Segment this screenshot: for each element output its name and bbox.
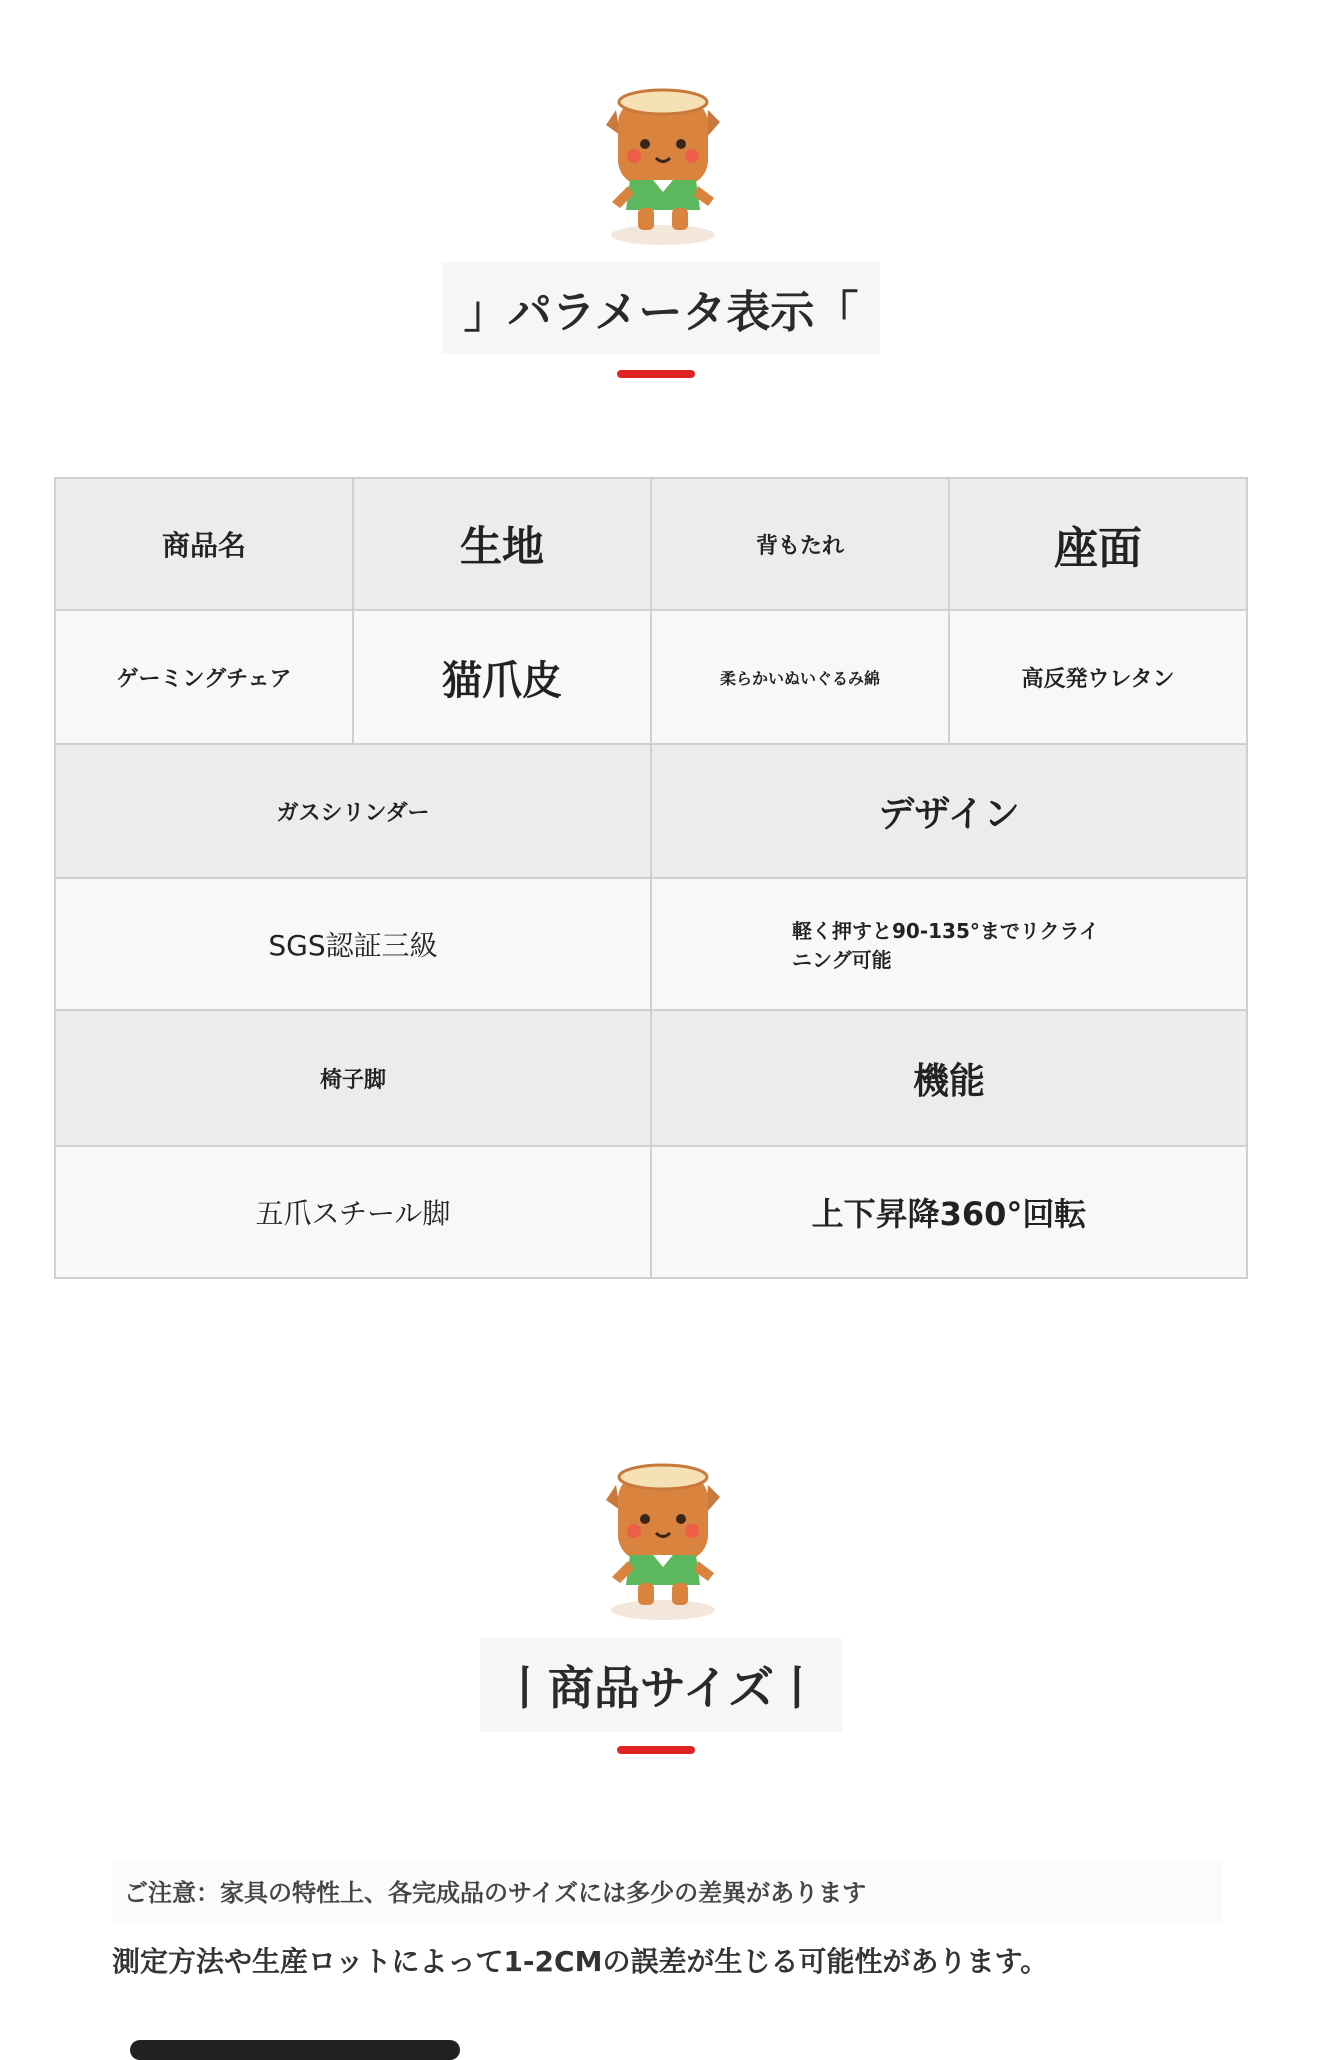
table-cell: 柔らかいぬいぐるみ綿 <box>651 610 949 744</box>
table-cell: 機能 <box>651 1010 1247 1146</box>
table-cell: 背もたれ <box>651 478 949 610</box>
size-note-tolerance: 測定方法や生産ロットによって1-2CMの誤差が生じる可能性があります。 <box>112 1945 1049 1978</box>
size-note-caution: ご注意：家具の特性上、各完成品のサイズには多少の差異があります <box>112 1862 1222 1924</box>
table-cell: 座面 <box>949 478 1247 610</box>
table-cell: 高反発ウレタン <box>949 610 1247 744</box>
section-title-text: 」パラメータ表示「 <box>442 262 881 354</box>
section-title-text: 丨商品サイズ丨 <box>480 1638 842 1732</box>
table-cell: 椅子脚 <box>55 1010 651 1146</box>
section-title-parameters <box>0 262 1322 354</box>
title-underline <box>617 1746 695 1754</box>
table-row <box>55 1146 1247 1278</box>
tree-stump-mascot-icon <box>598 80 728 250</box>
table-row <box>55 478 1247 610</box>
section-title-size <box>0 1638 1322 1732</box>
table-cell: 商品名 <box>55 478 353 610</box>
table-cell: ガスシリンダー <box>55 744 651 878</box>
table-cell: 猫爪皮 <box>353 610 651 744</box>
table-cell: 上下昇降360°回転 <box>651 1146 1247 1278</box>
table-row <box>55 610 1247 744</box>
table-cell: 五爪スチール脚 <box>55 1146 651 1278</box>
partial-button <box>130 2040 460 2060</box>
table-row <box>55 744 1247 878</box>
parameter-table <box>54 477 1248 1279</box>
table-row <box>55 1010 1247 1146</box>
table-cell: 生地 <box>353 478 651 610</box>
tree-stump-mascot-icon <box>598 1455 728 1625</box>
table-row <box>55 878 1247 1010</box>
table-cell: ゲーミングチェア <box>55 610 353 744</box>
title-underline <box>617 370 695 378</box>
table-cell: デザイン <box>651 744 1247 878</box>
table-cell: SGS認証三級 <box>55 878 651 1010</box>
table-cell: 軽く押すと90-135°までリクライニング可能 <box>651 878 1247 1010</box>
